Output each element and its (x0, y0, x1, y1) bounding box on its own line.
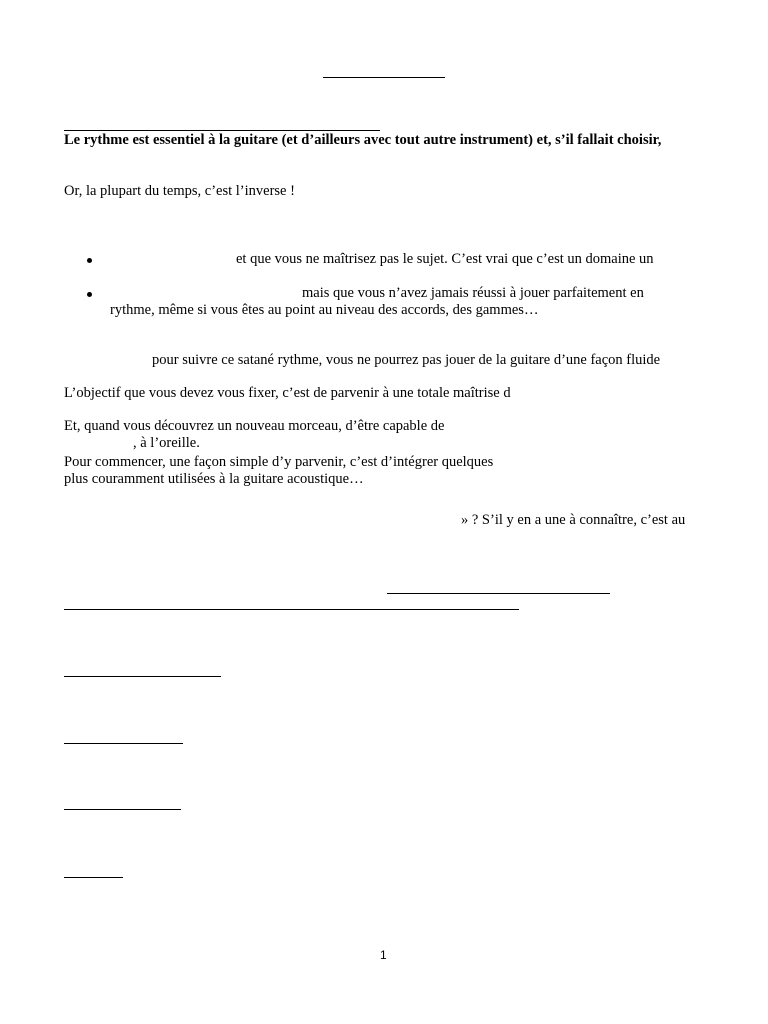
oreille-line: , à l’oreille. (133, 435, 200, 451)
courantes-line: plus couramment utilisées à la guitare acoustique… (64, 471, 364, 487)
heading-underline (64, 130, 380, 131)
bullet-text-2-line1: mais que vous n’avez jamais réussi à jouer parfaitement en (302, 285, 644, 301)
bullet-marker-2 (87, 292, 92, 297)
morceau-line: Et, quand vous découvrez un nouveau morceau, d’être capable de (64, 418, 445, 434)
blank-line-2 (64, 609, 519, 610)
connaitre-line: » ? S’il y en a une à connaître, c’est au (461, 512, 686, 528)
bullet-text-1: et que vous ne maîtrisez pas le sujet. C’est vrai que c’est un domaine un (236, 251, 654, 267)
commencer-line: Pour commencer, une façon simple d’y parvenir, c’est d’intégrer quelques (64, 454, 494, 470)
blank-line-4 (64, 743, 183, 744)
title-underline (323, 77, 445, 78)
blank-line-5 (64, 809, 181, 810)
bullet-marker-1 (87, 258, 92, 263)
intro-paragraph: Le rythme est essentiel à la guitare (et d’ailleurs avec tout autre instrument) et, s’il fallait choisir, (64, 132, 662, 148)
blank-line-1 (387, 593, 610, 594)
bullet-text-2-line2: rythme, même si vous êtes au point au niveau des accords, des gammes… (110, 302, 539, 318)
page-number: 1 (380, 948, 387, 962)
satane-line: pour suivre ce satané rythme, vous ne pourrez pas jouer de la guitare d’une façon fluide (152, 352, 661, 368)
inverse-line: Or, la plupart du temps, c’est l’inverse ! (64, 183, 295, 199)
objectif-line: L’objectif que vous devez vous fixer, c’est de parvenir à une totale maîtrise d (64, 385, 511, 401)
blank-line-6 (64, 877, 123, 878)
blank-line-3 (64, 676, 221, 677)
